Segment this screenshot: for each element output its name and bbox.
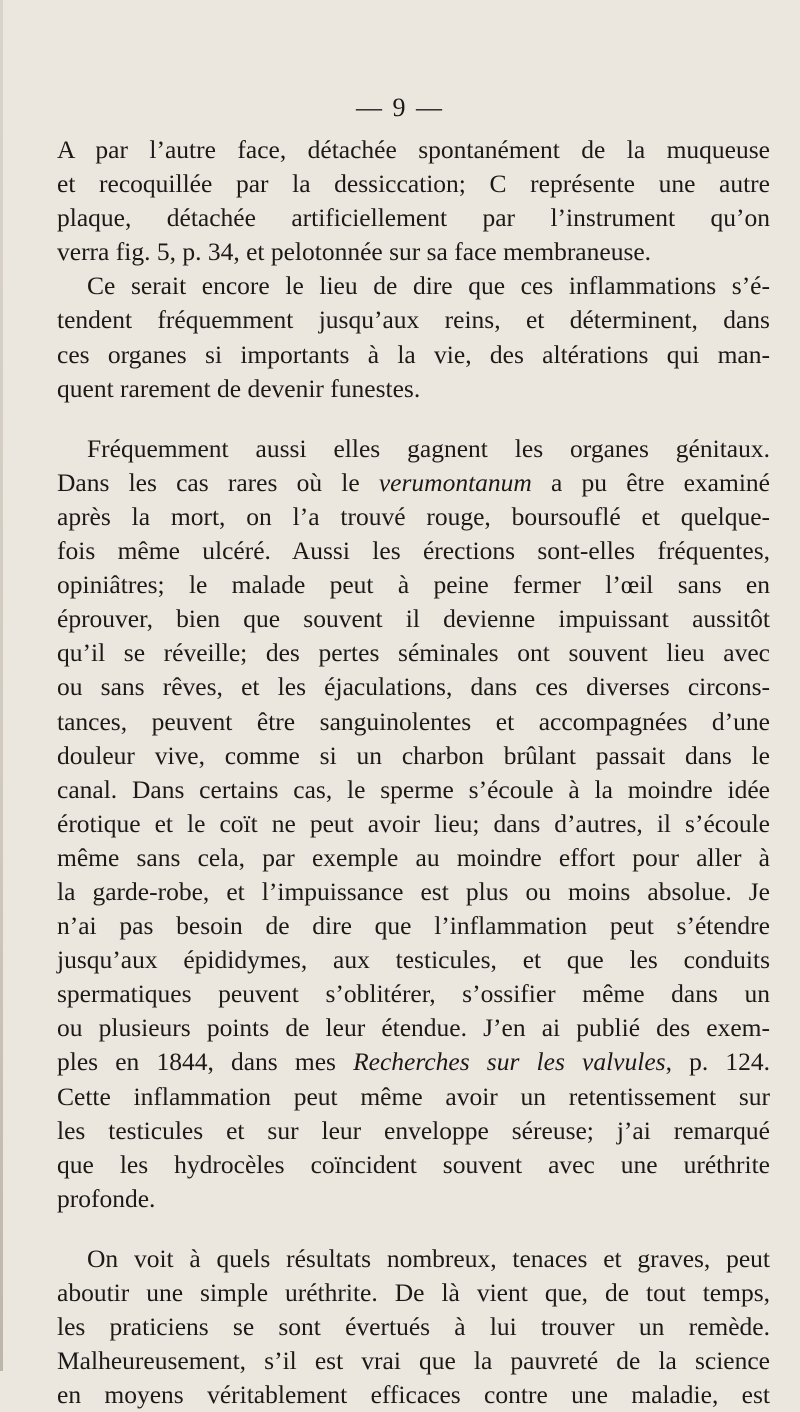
text-line: tendent fréquemment jusqu’aux reins, et déterminent, dans (57, 305, 770, 335)
text-line: tances, peuvent être sanguinolentes et accompagnées d’une (57, 706, 770, 736)
italic-title: Recherches sur les valvules (353, 1047, 666, 1077)
paragraph-4 (57, 1242, 770, 1412)
text-line: que les hydrocèles coïncident souvent avec une uréthrite (57, 1149, 770, 1179)
text-segment: , p. 124. (665, 1047, 770, 1077)
text-line: aboutir une simple uréthrite. De là vient que, de tout temps, (57, 1278, 770, 1307)
text-segment: Dans les cas rares où le (57, 467, 379, 497)
text-line: fois même ulcéré. Aussi les érections sont-elles fréquentes, (57, 536, 770, 566)
text-line: verra fig. 5, p. 34, et pelotonnée sur sa face membraneuse. (57, 237, 652, 267)
text-line: A par l’autre face, détachée spontanément de la muqueuse (57, 135, 770, 164)
text-line: Cette inflammation peut même avoir un retentissement sur (57, 1081, 770, 1111)
page-number: — 9 — (356, 93, 444, 122)
text-line: la garde-robe, et l’impuissance est plus ou moins absolue. Je (57, 876, 770, 906)
text-segment: ples en 1844, dans mes (57, 1047, 354, 1077)
text-line: jusqu’aux épididymes, aux testicules, et que les conduits (57, 945, 770, 975)
text-line: ces organes si importants à la vie, des altérations qui man- (57, 339, 770, 369)
text-line: ou sans rêves, et les éjaculations, dans ces diverses circons- (57, 672, 770, 702)
text-line: quent rarement de devenir funestes. (57, 373, 421, 403)
text-line (57, 466, 770, 500)
page-edge-shadow (0, 0, 3, 1371)
text-line: Malheureusement, s’il est vrai que la pauvreté de la science (57, 1346, 770, 1376)
text-line: en moyens véritablement efficaces contre une maladie, est (57, 1380, 770, 1410)
text-line: douleur vive, comme si un charbon brûlant passait dans le (57, 740, 770, 770)
italic-term: verumontanum (378, 467, 532, 497)
paragraph-1 (57, 133, 770, 269)
text-line: après la mort, on l’a trouvé rouge, boursouflé et quelque- (57, 501, 770, 531)
text-line: opiniâtres; le malade peut à peine fermer l’œil sans en (57, 570, 770, 600)
text-line: même sans cela, par exemple au moindre effort pour aller à (57, 842, 770, 872)
text-line: éprouver, bien que souvent il devienne impuissant aussitôt (57, 604, 770, 634)
text-line: n’ai pas besoin de dire que l’inflammation peut s’étendre (57, 911, 770, 941)
text-line: On voit à quels résultats nombreux, tenaces et graves, peut (87, 1243, 770, 1273)
page-body (57, 133, 770, 1412)
text-segment: a pu être examiné (531, 467, 770, 497)
text-line (57, 1045, 770, 1079)
text-line: ou plusieurs points de leur étendue. J’en ai publié des exem- (57, 1013, 770, 1043)
text-line: profonde. (57, 1183, 156, 1213)
text-line: spermatiques peuvent s’oblitérer, s’ossifier même dans un (57, 979, 770, 1009)
text-line: érotique et le coït ne peut avoir lieu; dans d’autres, il s’écoule (57, 808, 770, 838)
paragraph-3 (57, 432, 770, 1216)
text-line: et recoquillée par la dessiccation; C représente une autre (57, 169, 770, 199)
text-line: Ce serait encore le lieu de dire que ces inflammations s’é- (87, 271, 770, 301)
text-line: les testicules et sur leur enveloppe séreuse; j’ai remarqué (57, 1115, 770, 1145)
text-line: les praticiens se sont évertués à lui trouver un remède. (57, 1312, 770, 1342)
text-line: plaque, détachée artificiellement par l’instrument qu’on (57, 203, 770, 233)
text-line: Fréquemment aussi elles gagnent les organes génitaux. (87, 433, 770, 463)
text-line: canal. Dans certains cas, le sperme s’écoule à la moindre idée (57, 774, 770, 804)
text-line: qu’il se réveille; des pertes séminales ont souvent lieu avec (57, 638, 770, 668)
paragraph-2 (57, 269, 770, 405)
